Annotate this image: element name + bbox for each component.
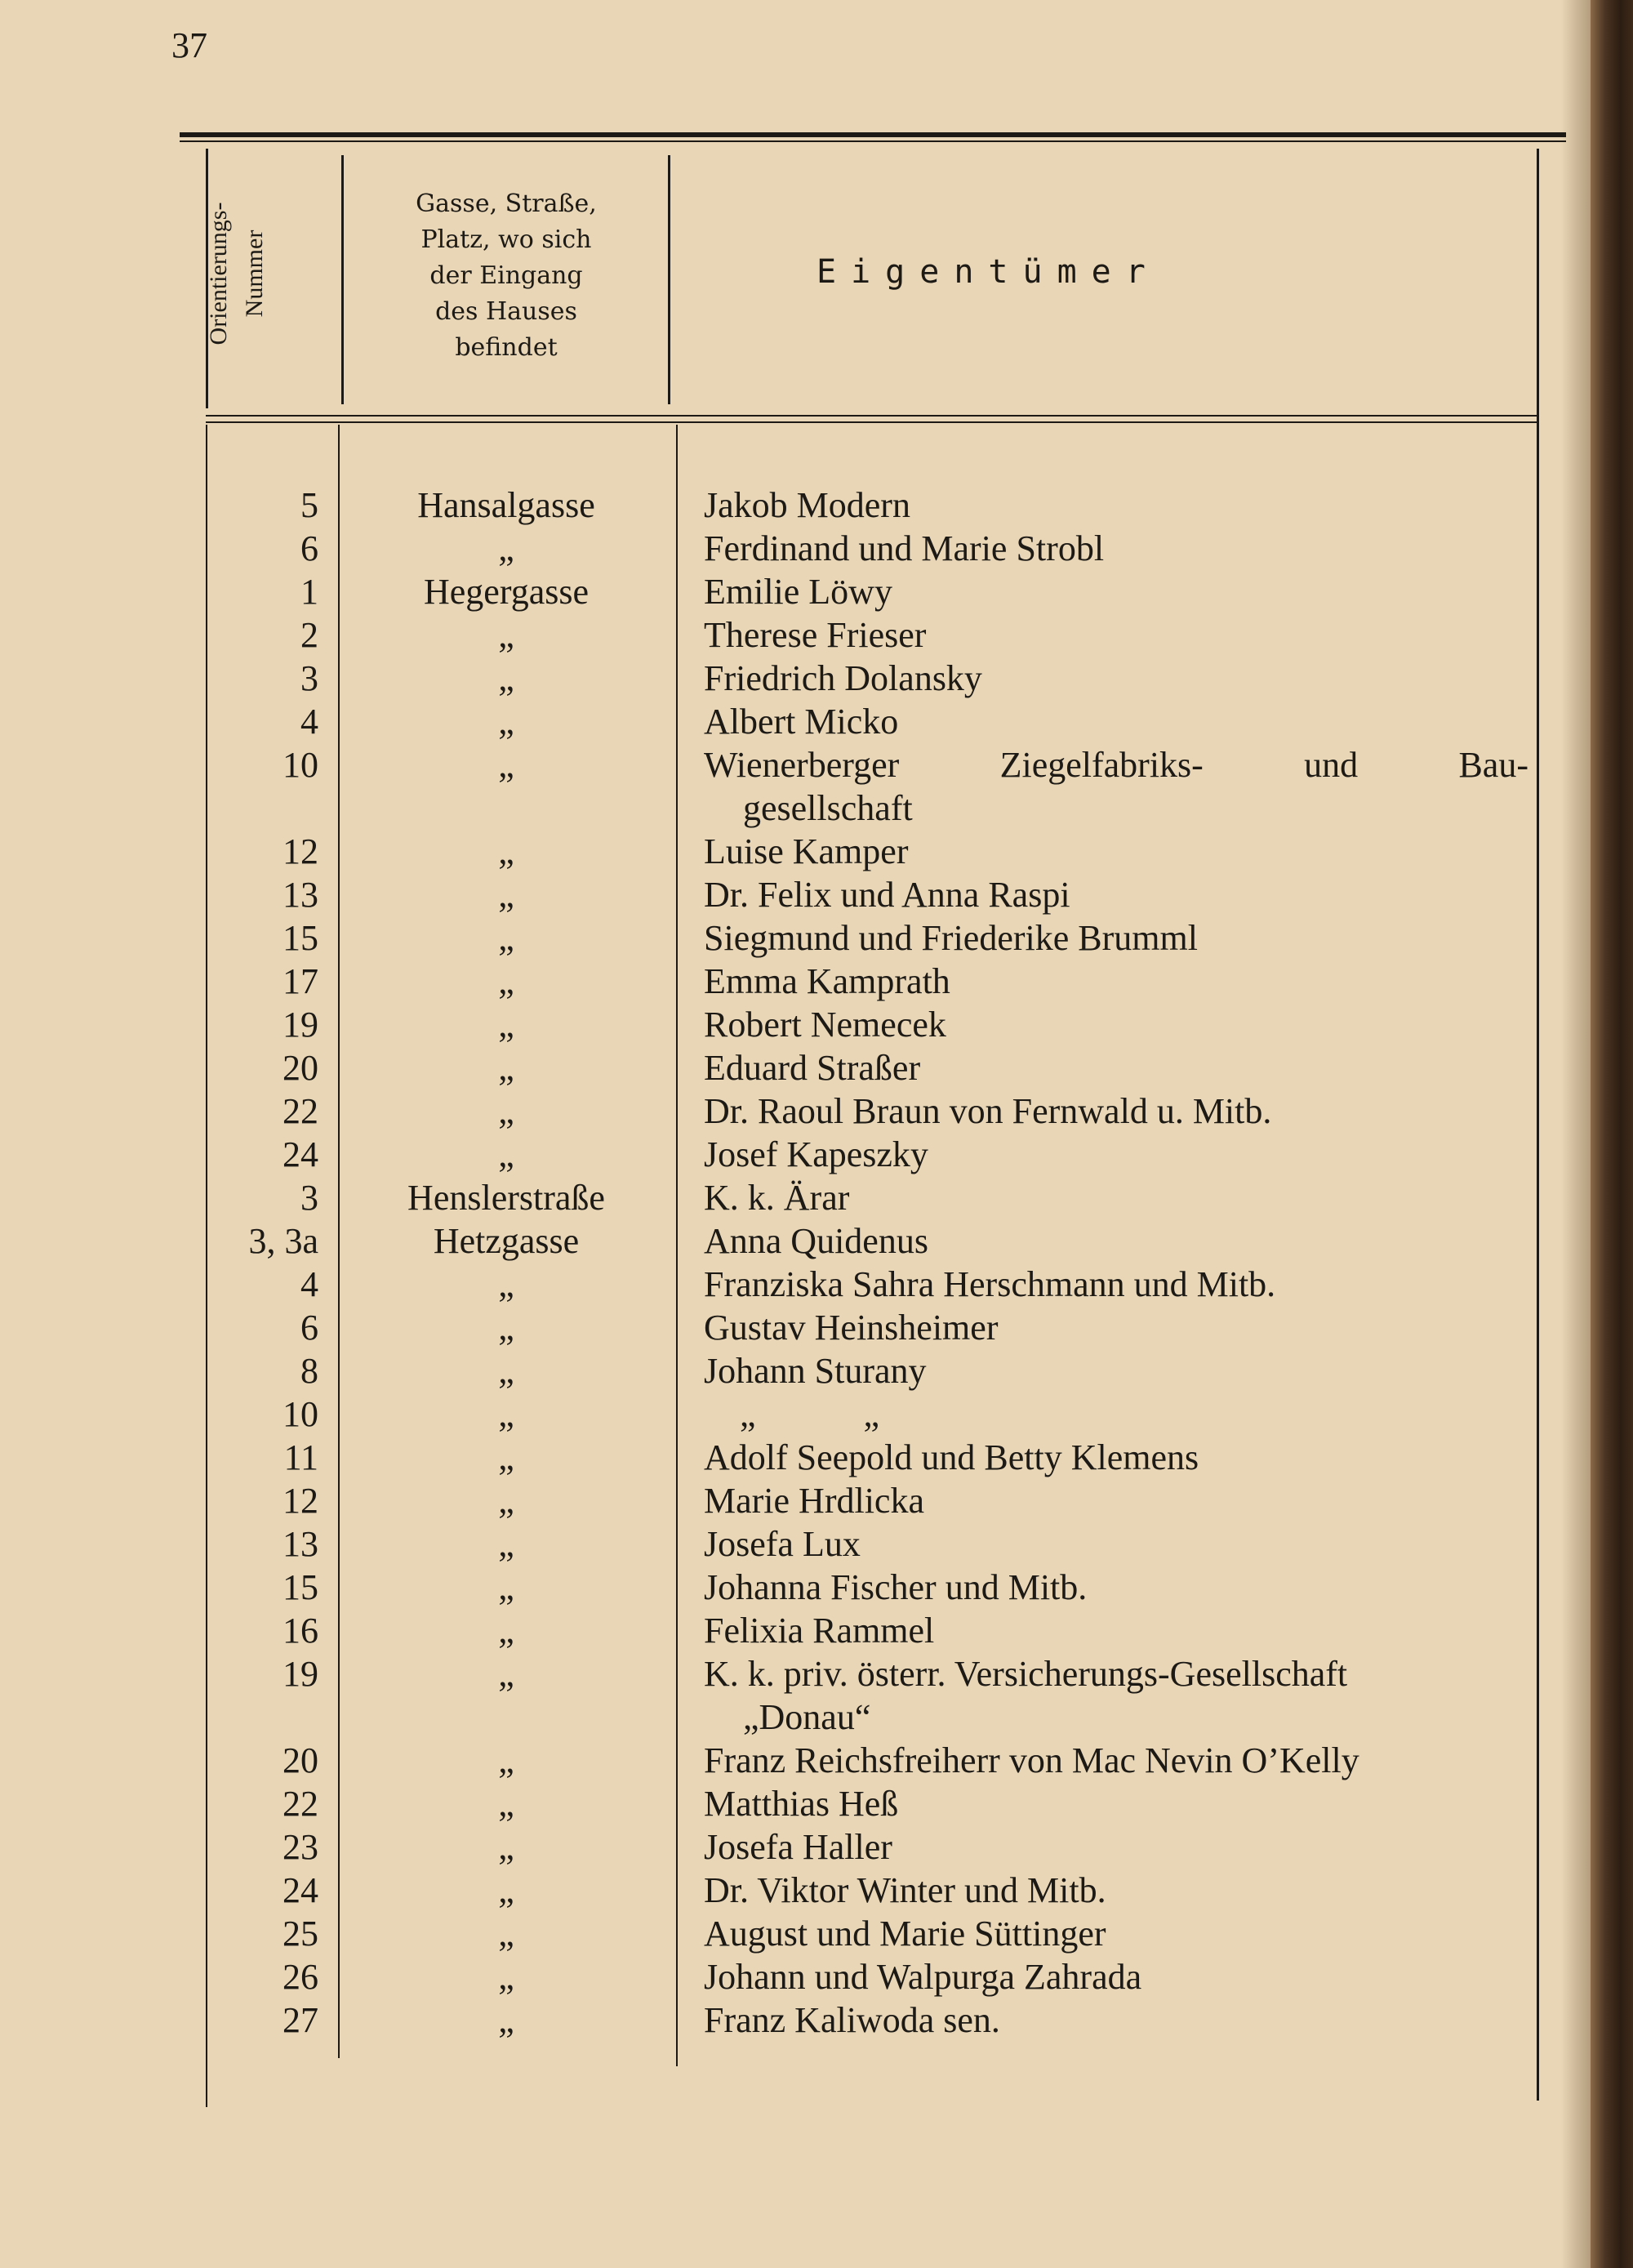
- row-owner: Ferdinand und Marie Strobl: [704, 528, 1105, 568]
- row-street: „: [498, 1308, 514, 1348]
- table-right-border: [1537, 149, 1539, 2101]
- row-owner: Josefa Haller: [704, 1827, 892, 1867]
- row-owner-continuation: gesellschaft: [743, 788, 913, 828]
- row-number: 13: [283, 1524, 318, 1564]
- row-number: 23: [283, 1827, 318, 1867]
- row-owner: Johanna Fischer und Mitb.: [704, 1567, 1088, 1607]
- row-owner-continuation: „Donau“: [743, 1697, 871, 1737]
- row-number: 8: [300, 1351, 318, 1391]
- row-owner: Marie Hrdlicka: [704, 1481, 924, 1521]
- row-street: „: [498, 1481, 514, 1521]
- row-street: „: [498, 1264, 514, 1304]
- row-number: 6: [300, 1308, 318, 1348]
- row-street: „: [498, 1870, 514, 1910]
- header-rule-1: [206, 415, 1537, 417]
- row-street: „: [498, 1394, 514, 1434]
- row-number: 15: [283, 1567, 318, 1607]
- row-owner: K. k. priv. österr. Versicherungs-Gesellschaft: [704, 1654, 1348, 1694]
- row-street: „: [498, 1351, 514, 1391]
- row-street: „: [498, 1091, 514, 1131]
- header-owner: Eigentümer: [816, 253, 1160, 291]
- header-street-line1: Gasse, Straße,: [416, 189, 597, 218]
- row-street: „: [498, 2000, 514, 2040]
- row-street: „: [498, 1524, 514, 1564]
- row-owner: Franz Kaliwoda sen.: [704, 2000, 1000, 2040]
- row-street: „: [498, 615, 514, 655]
- row-owner: Albert Micko: [704, 702, 899, 742]
- row-owner: Matthias Heß: [704, 1784, 899, 1824]
- row-owner: Johann Sturany: [704, 1351, 927, 1391]
- page-edge-shadow: [1561, 0, 1591, 2268]
- row-owner: August und Marie Süttinger: [704, 1914, 1106, 1954]
- row-street: „: [498, 1437, 514, 1477]
- body-divider-2: [676, 425, 678, 2066]
- row-number: 19: [283, 1654, 318, 1694]
- top-rule-thin: [180, 140, 1566, 142]
- row-owner: Dr. Raoul Braun von Fernwald u. Mitb.: [704, 1091, 1272, 1131]
- row-street: „: [498, 528, 514, 568]
- header-street-line5: befindet: [455, 333, 558, 362]
- header-divider-1: [341, 155, 344, 404]
- row-number: 10: [283, 745, 318, 785]
- row-number: 13: [283, 875, 318, 915]
- row-owner: Josefa Lux: [704, 1524, 861, 1564]
- row-street: Hansalgasse: [417, 485, 595, 525]
- row-number: 27: [283, 2000, 318, 2040]
- row-number: 25: [283, 1914, 318, 1954]
- row-street: „: [498, 1827, 514, 1867]
- row-number: 2: [300, 615, 318, 655]
- row-street: Hetzgasse: [433, 1221, 580, 1261]
- row-owner: Luise Kamper: [704, 831, 909, 871]
- row-owner: Dr. Viktor Winter und Mitb.: [704, 1870, 1106, 1910]
- header-street: [351, 186, 661, 366]
- row-owner: Siegmund und Friederike Brumml: [704, 918, 1198, 958]
- header-street-line4: des Hauses: [435, 297, 577, 326]
- row-number: 11: [283, 1437, 318, 1477]
- row-number: 20: [283, 1740, 318, 1780]
- row-owner: „ „: [704, 1394, 880, 1434]
- row-street: „: [498, 702, 514, 742]
- row-number: 5: [300, 485, 318, 525]
- row-owner: Jakob Modern: [704, 485, 910, 525]
- row-number: 24: [283, 1870, 318, 1910]
- row-number: 3, 3a: [248, 1221, 318, 1261]
- row-number: 20: [283, 1048, 318, 1088]
- body-divider-1: [338, 425, 340, 2058]
- row-street: „: [498, 658, 514, 698]
- row-owner: Franziska Sahra Herschmann und Mitb.: [704, 1264, 1276, 1304]
- row-street: „: [498, 918, 514, 958]
- page-number: 37: [171, 25, 207, 65]
- row-owner: Johann und Walpurga Zahrada: [704, 1957, 1142, 1997]
- row-owner: Friedrich Dolansky: [704, 658, 982, 698]
- row-number: 26: [283, 1957, 318, 1997]
- row-number: 4: [300, 702, 318, 742]
- row-owner: Emilie Löwy: [704, 572, 892, 612]
- row-street: „: [498, 1784, 514, 1824]
- row-number: 10: [283, 1394, 318, 1434]
- row-owner: K. k. Ärar: [704, 1178, 850, 1218]
- header-number-line1: Orientierungs-: [205, 202, 232, 345]
- row-street: „: [498, 1740, 514, 1780]
- row-number: 4: [300, 1264, 318, 1304]
- row-street: „: [498, 1567, 514, 1607]
- row-street: „: [498, 745, 514, 785]
- row-owner: Wienerberger Ziegelfabriks- und Bau-: [704, 745, 1528, 785]
- row-number: 1: [300, 572, 318, 612]
- row-owner: Felixia Rammel: [704, 1611, 935, 1651]
- top-rule-thick: [180, 132, 1566, 137]
- row-number: 12: [283, 831, 318, 871]
- row-street: „: [498, 1005, 514, 1045]
- row-number: 3: [300, 1178, 318, 1218]
- row-street: „: [498, 831, 514, 871]
- row-street: „: [498, 1914, 514, 1954]
- header-street-line3: der Eingang: [429, 261, 583, 290]
- row-owner: Therese Frieser: [704, 615, 927, 655]
- row-street: „: [498, 1957, 514, 1997]
- row-street: „: [498, 1611, 514, 1651]
- row-number: 16: [283, 1611, 318, 1651]
- row-owner: Josef Kapeszky: [704, 1134, 928, 1174]
- row-street: „: [498, 875, 514, 915]
- row-number: 12: [283, 1481, 318, 1521]
- header-number-line2: Nummer: [241, 229, 268, 318]
- row-street: Henslerstraße: [407, 1178, 605, 1218]
- row-street: „: [498, 1048, 514, 1088]
- row-number: 19: [283, 1005, 318, 1045]
- header-divider-2: [668, 155, 670, 404]
- row-number: 17: [283, 961, 318, 1001]
- row-street: „: [498, 1134, 514, 1174]
- row-owner: Franz Reichsfreiherr von Mac Nevin O’Kelly: [704, 1740, 1359, 1780]
- header-number: [201, 203, 273, 345]
- row-number: 3: [300, 658, 318, 698]
- row-street: Hegergasse: [424, 572, 589, 612]
- row-number: 24: [283, 1134, 318, 1174]
- row-owner: Gustav Heinsheimer: [704, 1308, 999, 1348]
- row-number: 22: [283, 1784, 318, 1824]
- row-owner: Robert Nemecek: [704, 1005, 946, 1045]
- row-owner: Anna Quidenus: [704, 1221, 928, 1261]
- header-rule-2: [206, 421, 1537, 423]
- row-number: 15: [283, 918, 318, 958]
- row-street: „: [498, 961, 514, 1001]
- row-street: „: [498, 1654, 514, 1694]
- row-number: 22: [283, 1091, 318, 1131]
- row-owner: Adolf Seepold und Betty Klemens: [704, 1437, 1199, 1477]
- row-owner: Emma Kamprath: [704, 961, 950, 1001]
- row-number: 6: [300, 528, 318, 568]
- header-street-line2: Platz, wo sich: [420, 225, 592, 254]
- book-spine: [1591, 0, 1633, 2268]
- row-owner: Eduard Straßer: [704, 1048, 921, 1088]
- row-owner: Dr. Felix und Anna Raspi: [704, 875, 1070, 915]
